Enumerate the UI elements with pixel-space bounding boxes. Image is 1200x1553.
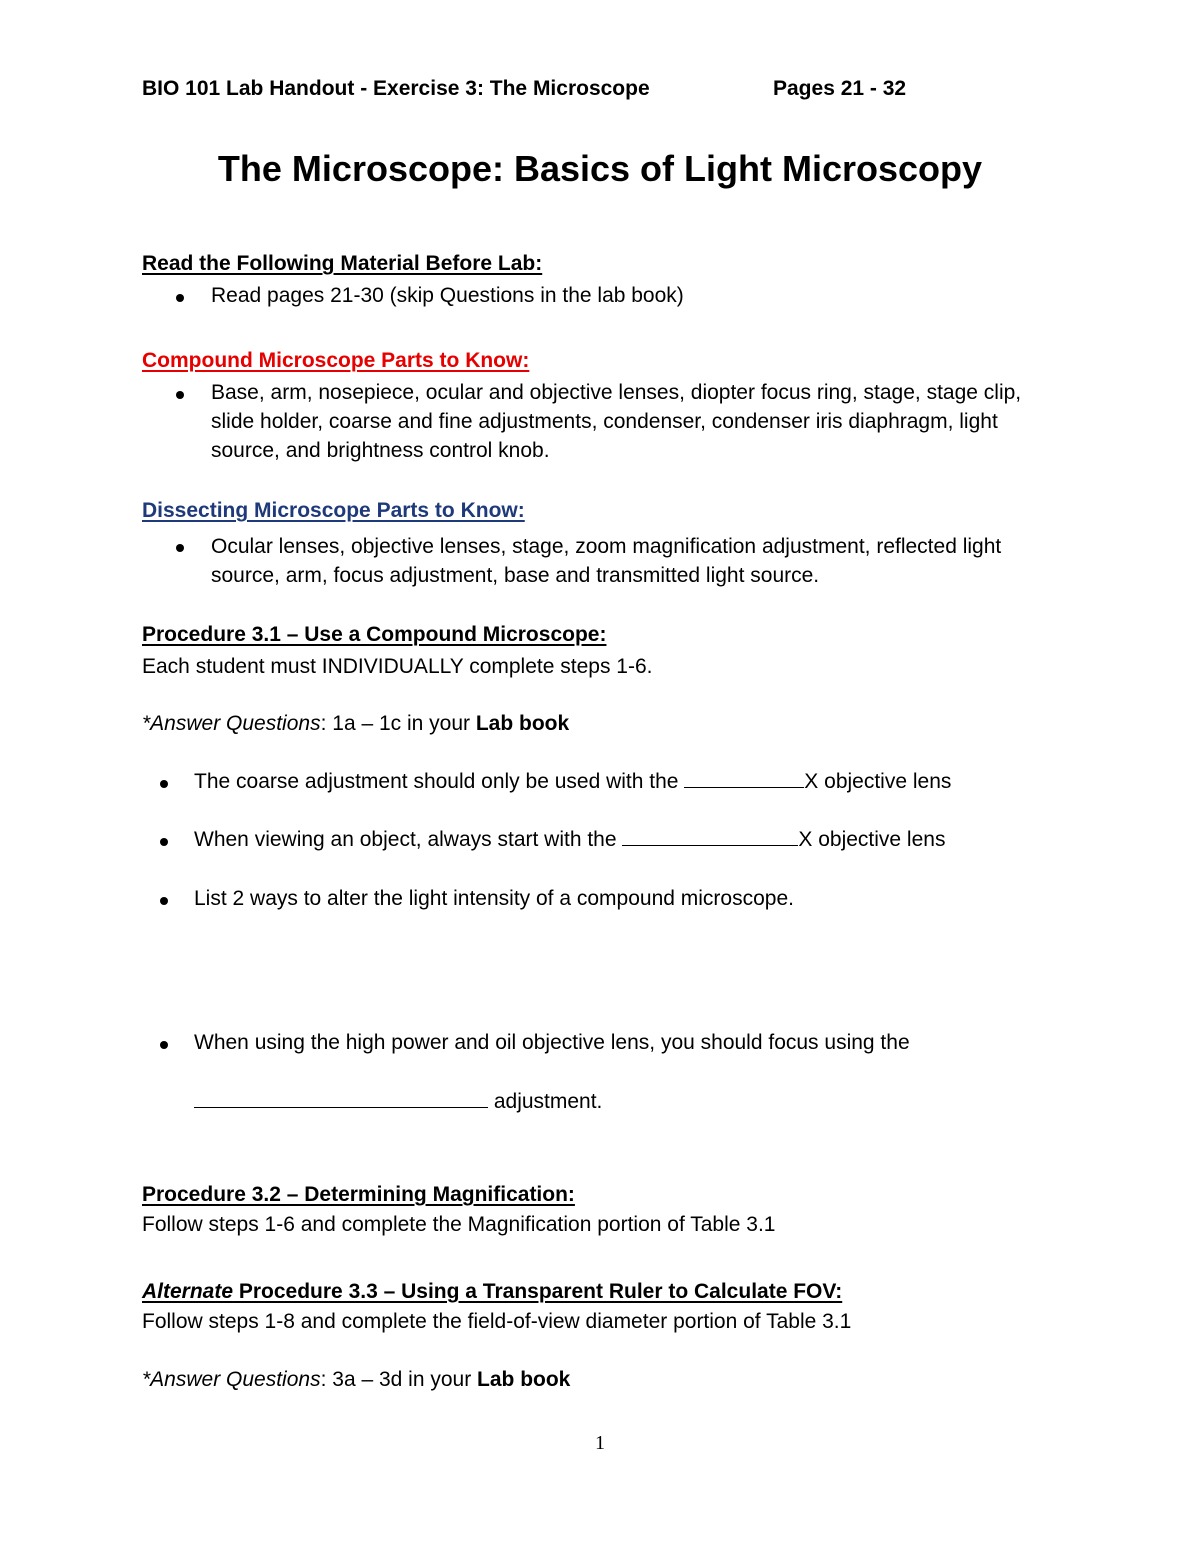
bullet-icon (160, 780, 168, 788)
answer-book: Lab book (475, 712, 570, 735)
proc31-instruction: Each student must INDIVIDUALLY complete steps 1-6. (142, 655, 653, 678)
dissecting-line: source, arm, focus adjustment, base and transmitted light source. (211, 564, 820, 587)
page-title: The Microscope: Basics of Light Microscopy (217, 148, 983, 189)
proc33-answer-questions (142, 1368, 570, 1392)
answer-mid: : 3a – 3d in your (320, 1368, 478, 1391)
proc32-instruction: Follow steps 1-6 and complete the Magnification portion of Table 3.1 (142, 1213, 776, 1236)
question-text: When viewing an object, always start with the (194, 828, 623, 851)
bullet-icon (160, 1041, 168, 1049)
reading-heading: Read the Following Material Before Lab: (142, 252, 543, 275)
proc33-instruction: Follow steps 1-8 and complete the field-of-view diameter portion of Table 3.1 (142, 1310, 852, 1333)
answer-blank[interactable] (684, 770, 804, 788)
answer-mid: : 1a – 1c in your (320, 712, 476, 735)
compound-line: Base, arm, nosepiece, ocular and objective lenses, diopter focus ring, stage, stage clip, (211, 381, 1022, 404)
bullet-icon (176, 391, 184, 399)
reading-item: Read pages 21-30 (skip Questions in the lab book) (211, 284, 684, 307)
question-focus-adjustment-blank (194, 1090, 602, 1114)
bullet-icon (176, 294, 184, 302)
page-number: 1 (595, 1432, 605, 1454)
question-start-objective (194, 828, 945, 852)
question-text: The coarse adjustment should only be used with the (194, 770, 685, 793)
answer-prefix: *Answer Questions (142, 1368, 321, 1391)
question-text: X objective lens (804, 770, 952, 793)
header-course: BIO 101 Lab Handout - Exercise 3: The Microscope (142, 77, 650, 100)
proc31-heading: Procedure 3.1 – Use a Compound Microscope: (142, 623, 607, 646)
compound-line: slide holder, coarse and fine adjustments, condenser, condenser iris diaphragm, light (211, 410, 998, 433)
dissecting-heading: Dissecting Microscope Parts to Know: (142, 499, 525, 522)
answer-blank[interactable] (622, 828, 798, 846)
question-text: adjustment. (488, 1090, 603, 1113)
proc31-answer-questions (142, 712, 569, 736)
compound-heading: Compound Microscope Parts to Know: (142, 349, 530, 372)
proc32-heading: Procedure 3.2 – Determining Magnification: (142, 1183, 575, 1206)
dissecting-line: Ocular lenses, objective lenses, stage, zoom magnification adjustment, reflected light (211, 535, 1002, 558)
answer-prefix: *Answer Questions (142, 712, 321, 735)
proc33-heading (142, 1280, 842, 1304)
question-coarse-adjustment (194, 770, 951, 794)
answer-blank[interactable] (194, 1090, 488, 1108)
bullet-icon (176, 544, 184, 552)
bullet-icon (160, 897, 168, 905)
question-focus-adjustment: When using the high power and oil objective lens, you should focus using the (194, 1031, 910, 1054)
bullet-icon (160, 838, 168, 846)
header-pages: Pages 21 - 32 (773, 77, 907, 100)
proc33-heading-rest: Procedure 3.3 – Using a Transparent Ruler to Calculate FOV: (233, 1280, 843, 1303)
question-text: X objective lens (798, 828, 946, 851)
question-light-intensity: List 2 ways to alter the light intensity of a compound microscope. (194, 887, 794, 910)
answer-book: Lab book (477, 1368, 571, 1391)
proc33-heading-italic: Alternate (142, 1280, 234, 1303)
compound-line: source, and brightness control knob. (211, 439, 550, 462)
